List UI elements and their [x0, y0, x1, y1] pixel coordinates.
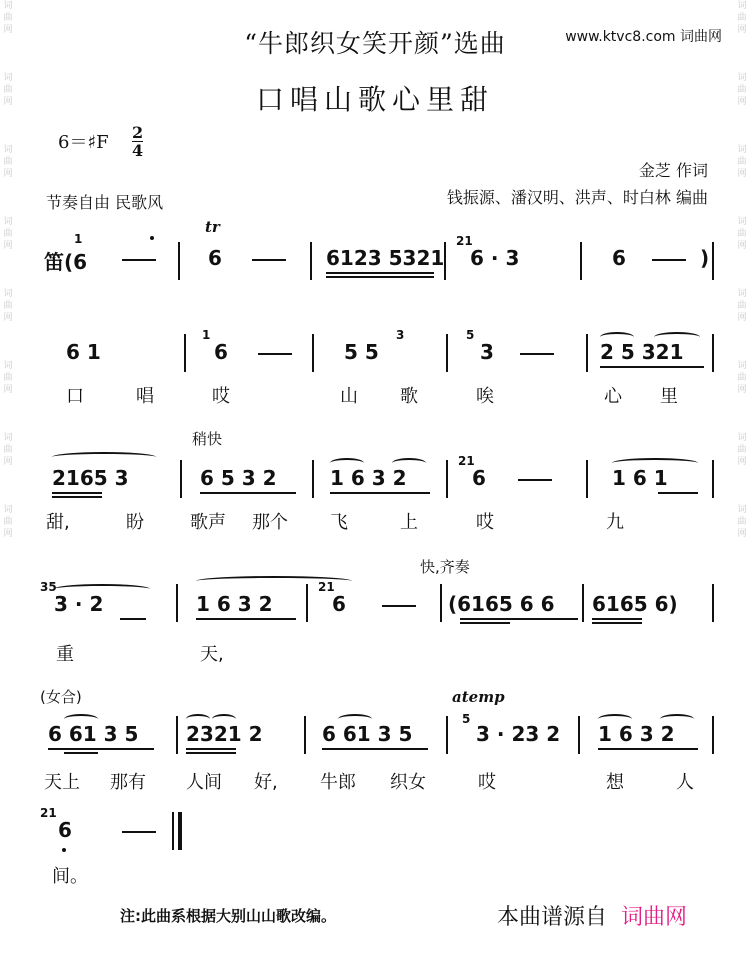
bar-line: [446, 334, 448, 372]
song-title: 口唱山歌心里甜: [255, 83, 494, 116]
time-signature: 2 4: [132, 123, 144, 160]
underline: [48, 748, 154, 750]
lyric: 人: [676, 772, 694, 793]
slur: [338, 714, 372, 724]
female-chorus-mark: (女合): [40, 688, 82, 706]
slur: [392, 458, 426, 468]
lyric: 牛郎: [320, 772, 356, 793]
underline: [460, 622, 510, 624]
line4-note-group: 6: [332, 592, 346, 616]
lyric: 九: [606, 512, 624, 533]
slur: [660, 714, 694, 724]
lyric: 口: [66, 386, 84, 407]
bar-line: [586, 460, 588, 498]
line3-note-group: 6 5 3 2: [200, 466, 277, 490]
grace-note: 5: [462, 712, 471, 726]
bar-line: [712, 460, 714, 498]
a-tempo-mark: atemp: [452, 688, 505, 706]
source-credit: [497, 900, 687, 931]
final-bar-line: [178, 812, 182, 850]
footnote: 注:此曲系根据大别山山歌改编。: [120, 907, 337, 925]
lyric: 里: [660, 386, 678, 407]
underline: [196, 618, 296, 620]
line3-note-group: 6: [472, 466, 486, 490]
lyric: 天上: [44, 772, 80, 793]
line3-note-group: 1 6 3 2: [330, 466, 407, 490]
note-dot: [150, 236, 154, 240]
line5-note-group: 1 6 3 2: [598, 722, 675, 746]
underline: [592, 618, 642, 620]
bar-line: [310, 242, 312, 280]
underline: [64, 752, 98, 754]
grace-note: 1: [74, 232, 83, 246]
bar-line: [304, 716, 306, 754]
underline: [598, 748, 698, 750]
lyric: 那有: [110, 772, 146, 793]
dash: [520, 353, 554, 355]
right-watermark: 词曲网 词曲网 词曲网 词曲网 词曲网 词曲网 词曲网 词曲网: [737, 1, 747, 539]
source-label: 本曲谱源自: [497, 905, 608, 930]
lyric: 甜,: [46, 512, 70, 533]
lyric: 间。: [52, 866, 88, 887]
line5-note-group: 6 61 3 5: [48, 722, 139, 746]
bar-line: [306, 584, 308, 622]
underline: [200, 492, 296, 494]
tempo-change: 稍快: [192, 430, 223, 448]
lyric: 飞: [330, 512, 348, 533]
lyric: 好,: [254, 772, 278, 793]
line1-note-group: 笛(6: [44, 250, 88, 274]
line5-note-group: 6 61 3 5: [322, 722, 413, 746]
underline: [52, 492, 102, 494]
lyric: 天,: [200, 644, 224, 665]
grace-note: 21: [458, 454, 475, 468]
slur: [64, 714, 98, 724]
underline: [186, 748, 236, 750]
bar-line: [180, 460, 182, 498]
bar-line: [446, 460, 448, 498]
underline: [658, 492, 698, 494]
score-title: “牛郎织女笑开颜”选曲: [244, 29, 506, 58]
grace-note: 21: [456, 234, 473, 248]
trill-mark: tr: [205, 218, 220, 236]
key-signature: 6＝♯F: [58, 132, 109, 153]
slur: [330, 458, 364, 468]
bar-line: [172, 812, 174, 850]
underline: [52, 496, 102, 498]
repeat-close: ): [700, 246, 710, 270]
bar-line: [578, 716, 580, 754]
bar-line: [712, 242, 714, 280]
left-watermark: 词曲网 词曲网 词曲网 词曲网 词曲网 词曲网 词曲网 词曲网: [3, 1, 13, 539]
line4-note-group: 1 6 3 2: [196, 592, 273, 616]
slur: [600, 332, 634, 342]
lyric: 哎: [212, 386, 230, 407]
line2-note-group: 3: [480, 340, 494, 364]
bar-line: [176, 716, 178, 754]
bar-line: [712, 334, 714, 372]
lyric: 上: [400, 512, 418, 533]
lyric: 哎: [476, 512, 494, 533]
line5-note-group: 3 · 23 2: [476, 722, 561, 746]
lyricist-credit: 金芝 作词: [638, 161, 708, 180]
grace-note: 35: [40, 580, 57, 594]
bar-line: [440, 584, 442, 622]
bar-line: [446, 716, 448, 754]
composer-credit: 钱振源、潘汉明、洪声、时白林 编曲: [446, 188, 708, 207]
lyric: 唉: [476, 386, 494, 407]
bar-line: [580, 242, 582, 280]
dash: [122, 831, 156, 833]
bar-line: [586, 334, 588, 372]
grace-note: 3: [396, 328, 405, 342]
bar-line: [312, 334, 314, 372]
ensemble-mark: 快,齐奏: [420, 558, 470, 576]
line4-note-group: 6165 6): [592, 592, 678, 616]
line6-note-group: 6: [58, 818, 72, 842]
underline: [600, 366, 704, 368]
dash: [382, 605, 416, 607]
lyric: 盼: [126, 512, 144, 533]
line2-note-group: 5 5: [344, 340, 379, 364]
underline: [460, 618, 578, 620]
bar-line: [176, 584, 178, 622]
underline: [592, 622, 642, 624]
lyric: 人间: [186, 772, 222, 793]
dash: [122, 259, 156, 261]
lyric: 心: [604, 386, 622, 407]
dash: [252, 259, 286, 261]
line5-note-group: 2321 2: [186, 722, 263, 746]
slur: [654, 332, 700, 342]
site-url[interactable]: www.ktvc8.com 词曲网: [565, 29, 722, 45]
line2-note-group: 6: [214, 340, 228, 364]
lyric: 歌声: [190, 512, 226, 533]
underline: [186, 752, 236, 754]
lyric: 山: [340, 386, 358, 407]
line1-note-group: 6123 5321: [326, 246, 445, 270]
underline: [330, 492, 430, 494]
bar-line: [582, 584, 584, 622]
brand-link[interactable]: 词曲网: [621, 905, 688, 930]
slur: [598, 714, 632, 724]
grace-note: 21: [40, 806, 57, 820]
bar-line: [712, 584, 714, 622]
lyric: 那个: [252, 512, 288, 533]
dash: [652, 259, 686, 261]
lyric: 织女: [390, 772, 426, 793]
line1-note-group: 6: [208, 246, 222, 270]
tempo-marking: 节奏自由 民歌风: [46, 193, 164, 212]
underline: [326, 276, 434, 278]
dash: [518, 479, 552, 481]
underline: [322, 748, 428, 750]
slur: [186, 714, 210, 724]
slur: [212, 714, 236, 724]
bar-line: [712, 716, 714, 754]
underline: [326, 272, 434, 274]
line2-note-group: 6 1: [66, 340, 101, 364]
lyric: 哎: [478, 772, 496, 793]
lyric: 歌: [400, 386, 418, 407]
bar-line: [178, 242, 180, 280]
bar-line: [312, 460, 314, 498]
dash: [258, 353, 292, 355]
slur: [52, 452, 156, 462]
lyric: 唱: [136, 386, 154, 407]
line4-note-group: 3 · 2: [54, 592, 104, 616]
bar-line: [184, 334, 186, 372]
grace-note: 21: [318, 580, 335, 594]
lyric: 想: [606, 772, 624, 793]
grace-note: 5: [466, 328, 475, 342]
lyric: 重: [56, 644, 74, 665]
underline: [120, 618, 146, 620]
line2-note-group: 2 5 321: [600, 340, 684, 364]
line1-note-group: 6: [612, 246, 626, 270]
bar-line: [444, 242, 446, 280]
note-dot: [62, 848, 66, 852]
line1-note-group: 6 · 3: [470, 246, 520, 270]
line4-note-group: (6165 6 6: [448, 592, 555, 616]
line3-note-group: 1 6 1: [612, 466, 668, 490]
line3-note-group: 2165 3: [52, 466, 129, 490]
grace-note: 1: [202, 328, 211, 342]
